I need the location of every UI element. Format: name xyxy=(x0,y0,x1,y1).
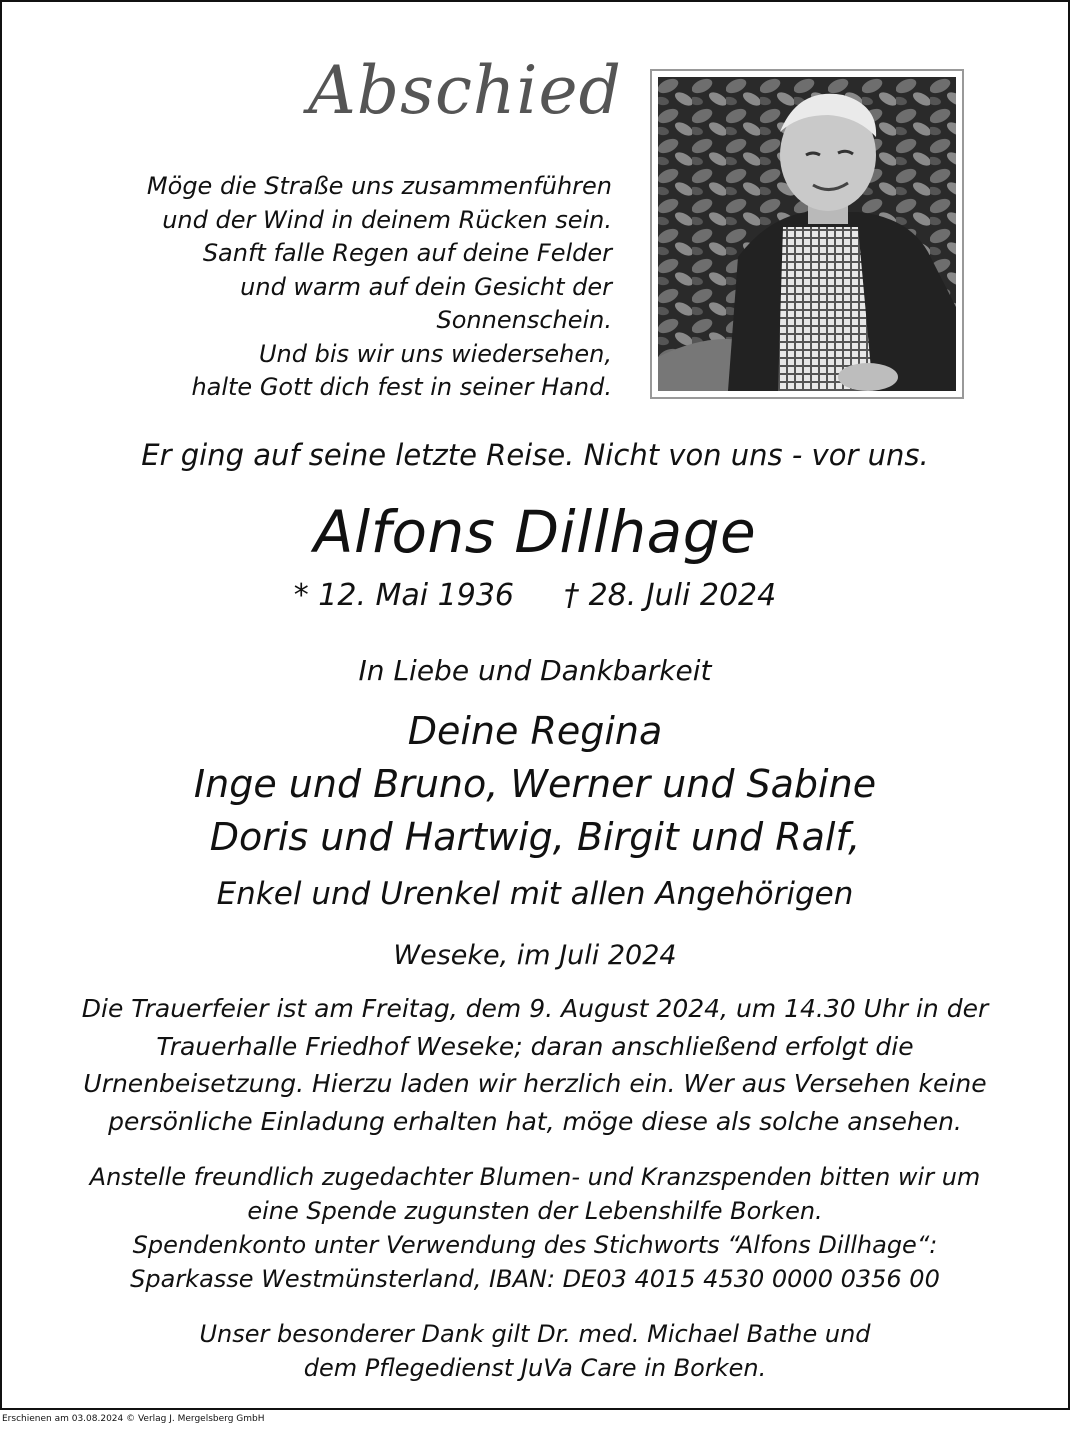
donation-line: Anstelle freundlich zugedachter Blumen- und Kranzspenden bitten wir um xyxy=(89,1163,981,1191)
heading-abschied: Abschied xyxy=(308,52,622,129)
family-line: Doris und Hartwig, Birgit und Ralf, xyxy=(209,815,861,859)
poem-line: Möge die Straße uns zusammenführen xyxy=(146,172,612,200)
funeral-paragraph xyxy=(20,990,1050,1140)
portrait-photo xyxy=(658,77,956,391)
family-line: Inge und Bruno, Werner und Sabine xyxy=(193,762,877,806)
poem xyxy=(40,170,612,405)
publication-footer: Erschienen am 03.08.2024 © Verlag J. Mergelsberg GmbH xyxy=(2,1414,265,1424)
poem-line: und der Wind in deinem Rücken sein. xyxy=(162,205,612,234)
life-dates xyxy=(20,578,1050,613)
thanks-line: Unser besonderer Dank gilt Dr. med. Michael Bathe und xyxy=(199,1320,871,1348)
portrait-photo-frame xyxy=(650,69,964,399)
poem-line: und warm auf dein Gesicht der xyxy=(240,272,612,301)
family-names xyxy=(20,705,1050,924)
thanks-line: dem Pflegedienst JuVa Care in Borken. xyxy=(303,1354,767,1382)
deceased-name: Alfons Dillhage xyxy=(313,498,757,566)
funeral-line: Trauerhalle Friedhof Weseke; daran anschließend erfolgt die xyxy=(156,1031,914,1061)
thanks-paragraph xyxy=(20,1317,1050,1385)
family-line: Enkel und Urenkel mit allen Angehörigen xyxy=(216,876,854,912)
love-line: In Liebe und Dankbarkeit xyxy=(358,654,712,687)
poem-line: Und bis wir uns wiedersehen, xyxy=(258,339,612,368)
donation-line: eine Spende zugunsten der Lebenshilfe Borken. xyxy=(247,1197,823,1225)
place-date: Weseke, im Juli 2024 xyxy=(393,940,677,971)
poem-line: halte Gott dich fest in seiner Hand. xyxy=(191,373,612,401)
donation-paragraph xyxy=(20,1160,1050,1296)
poem-line: Sonnenschein. xyxy=(436,306,612,334)
funeral-line: Die Trauerfeier ist am Freitag, dem 9. August 2024, um 14.30 Uhr in der xyxy=(81,994,989,1023)
intro-line: Er ging auf seine letzte Reise. Nicht von uns - vor uns. xyxy=(141,438,929,472)
funeral-line: Urnenbeisetzung. Hierzu laden wir herzlich ein. Wer aus Versehen keine xyxy=(83,1069,987,1098)
donation-line: Sparkasse Westmünsterland, IBAN: DE03 4015 4530 0000 0356 00 xyxy=(130,1265,940,1293)
poem-line: Sanft falle Regen auf deine Felder xyxy=(202,239,612,267)
death-date: † 28. Juli 2024 xyxy=(564,578,777,613)
donation-line: Spendenkonto unter Verwendung des Stichworts “Alfons Dillhage“: xyxy=(132,1231,938,1259)
birth-date: * 12. Mai 1936 xyxy=(293,578,515,613)
family-line: Deine Regina xyxy=(407,709,663,753)
funeral-line: persönliche Einladung erhalten hat, möge diese als solche ansehen. xyxy=(108,1106,962,1136)
